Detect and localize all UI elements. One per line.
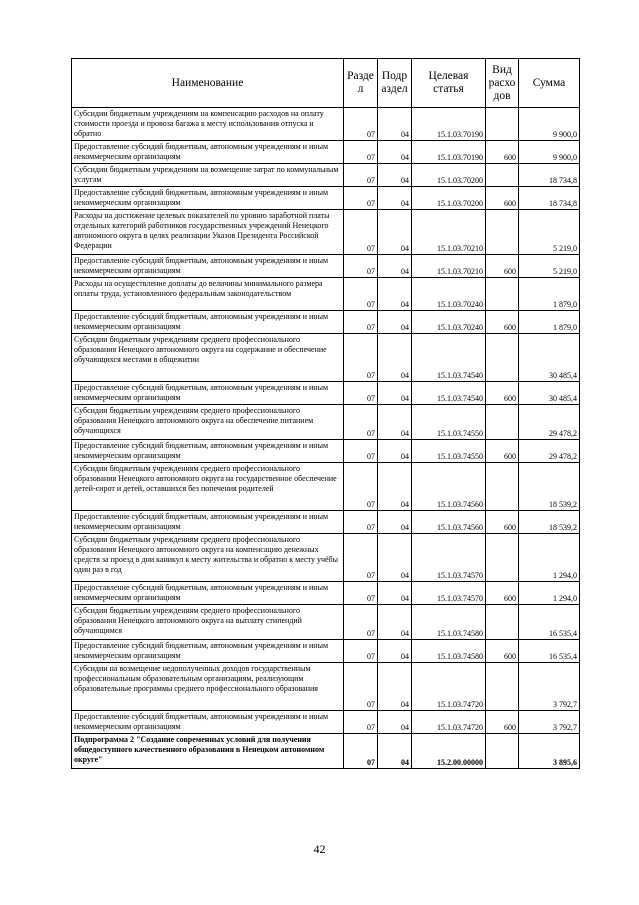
cell-subsection: 04 bbox=[378, 334, 412, 382]
table-row bbox=[72, 663, 580, 711]
table-body bbox=[72, 108, 580, 769]
cell-name: Предоставление субсидий бюджетным, автономным учреждениям и иным некоммерческим организациям bbox=[72, 382, 344, 405]
budget-table bbox=[71, 58, 580, 769]
cell-name: Расходы на осуществление доплаты до величины минимального размера оплаты труда, установленного федеральным законодательством bbox=[72, 278, 344, 311]
cell-type: 600 bbox=[486, 711, 519, 734]
cell-type bbox=[486, 164, 519, 187]
cell-section: 07 bbox=[344, 187, 378, 210]
cell-sum: 16 535,4 bbox=[519, 605, 580, 640]
cell-subsection: 04 bbox=[378, 405, 412, 440]
table-row bbox=[72, 255, 580, 278]
cell-sum: 18 539,2 bbox=[519, 511, 580, 534]
cell-section: 07 bbox=[344, 440, 378, 463]
table-row bbox=[72, 734, 580, 769]
cell-section: 07 bbox=[344, 141, 378, 164]
table-row bbox=[72, 405, 580, 440]
table-row bbox=[72, 382, 580, 405]
cell-name: Предоставление субсидий бюджетным, автономным учреждениям и иным некоммерческим организациям bbox=[72, 511, 344, 534]
cell-target: 15.2.00.00000 bbox=[412, 734, 486, 769]
cell-section: 07 bbox=[344, 210, 378, 255]
cell-sum: 3 792,7 bbox=[519, 711, 580, 734]
cell-section: 07 bbox=[344, 582, 378, 605]
cell-subsection: 04 bbox=[378, 108, 412, 141]
cell-name: Субсидии на возмещение недополученных доходов государственным профессиональным образовательным организациям, реализующим образовательные программы среднего профессионального образования bbox=[72, 663, 344, 711]
cell-sum: 5 219,0 bbox=[519, 255, 580, 278]
cell-type bbox=[486, 210, 519, 255]
cell-name: Субсидии бюджетным учреждениям среднего профессионального образования Ненецкого автономного округа на государственное обеспечение детей-сирот и детей, оставшихся без попечения родителей bbox=[72, 463, 344, 511]
cell-subsection: 04 bbox=[378, 187, 412, 210]
cell-subsection: 04 bbox=[378, 278, 412, 311]
cell-sum: 1 879,0 bbox=[519, 311, 580, 334]
cell-target: 15.1.03.70240 bbox=[412, 311, 486, 334]
cell-target: 15.1.03.74570 bbox=[412, 534, 486, 582]
cell-subsection: 04 bbox=[378, 440, 412, 463]
table-header-row bbox=[72, 59, 580, 108]
cell-section: 07 bbox=[344, 511, 378, 534]
cell-sum: 1 294,0 bbox=[519, 582, 580, 605]
table-row bbox=[72, 711, 580, 734]
column-header-section: Разде л bbox=[344, 59, 378, 108]
cell-subsection: 04 bbox=[378, 164, 412, 187]
cell-target: 15.1.03.70200 bbox=[412, 187, 486, 210]
cell-section: 07 bbox=[344, 534, 378, 582]
cell-sum: 30 485,4 bbox=[519, 334, 580, 382]
cell-sum: 9 900,0 bbox=[519, 108, 580, 141]
cell-name: Предоставление субсидий бюджетным, автономным учреждениям и иным некоммерческим организациям bbox=[72, 255, 344, 278]
cell-target: 15.1.03.74580 bbox=[412, 640, 486, 663]
column-header-target: Целевая статья bbox=[412, 59, 486, 108]
cell-subsection: 04 bbox=[378, 463, 412, 511]
cell-type bbox=[486, 108, 519, 141]
cell-section: 07 bbox=[344, 108, 378, 141]
cell-section: 07 bbox=[344, 311, 378, 334]
cell-sum: 18 539,2 bbox=[519, 463, 580, 511]
cell-name: Предоставление субсидий бюджетным, автономным учреждениям и иным некоммерческим организациям bbox=[72, 141, 344, 164]
cell-subsection: 04 bbox=[378, 141, 412, 164]
cell-type: 600 bbox=[486, 187, 519, 210]
cell-subsection: 04 bbox=[378, 640, 412, 663]
table-row bbox=[72, 511, 580, 534]
cell-type: 600 bbox=[486, 255, 519, 278]
cell-section: 07 bbox=[344, 605, 378, 640]
cell-section: 07 bbox=[344, 405, 378, 440]
cell-subsection: 04 bbox=[378, 605, 412, 640]
cell-name: Предоставление субсидий бюджетным, автономным учреждениям и иным некоммерческим организациям bbox=[72, 311, 344, 334]
cell-sum: 29 478,2 bbox=[519, 440, 580, 463]
table-row bbox=[72, 605, 580, 640]
cell-sum: 3 895,6 bbox=[519, 734, 580, 769]
cell-target: 15.1.03.74570 bbox=[412, 582, 486, 605]
cell-type bbox=[486, 334, 519, 382]
cell-target: 15.1.03.74550 bbox=[412, 405, 486, 440]
cell-target: 15.1.03.74580 bbox=[412, 605, 486, 640]
cell-target: 15.1.03.74550 bbox=[412, 440, 486, 463]
cell-subsection: 04 bbox=[378, 663, 412, 711]
cell-type: 600 bbox=[486, 311, 519, 334]
table-row bbox=[72, 164, 580, 187]
cell-type: 600 bbox=[486, 440, 519, 463]
cell-name: Субсидии бюджетным учреждениям на компенсацию расходов на оплату стоимости проезда и провоза багажа к месту использования отпуска и обратно bbox=[72, 108, 344, 141]
cell-type bbox=[486, 734, 519, 769]
cell-name: Предоставление субсидий бюджетным, автономным учреждениям и иным некоммерческим организациям bbox=[72, 582, 344, 605]
cell-target: 15.1.03.70190 bbox=[412, 108, 486, 141]
cell-type: 600 bbox=[486, 582, 519, 605]
cell-subsection: 04 bbox=[378, 534, 412, 582]
cell-target: 15.1.03.70210 bbox=[412, 255, 486, 278]
cell-sum: 1 294,0 bbox=[519, 534, 580, 582]
table-row bbox=[72, 311, 580, 334]
cell-sum: 18 734,8 bbox=[519, 164, 580, 187]
cell-sum: 16 535,4 bbox=[519, 640, 580, 663]
cell-sum: 30 485,4 bbox=[519, 382, 580, 405]
cell-sum: 1 879,0 bbox=[519, 278, 580, 311]
cell-name: Предоставление субсидий бюджетным, автономным учреждениям и иным некоммерческим организациям bbox=[72, 640, 344, 663]
cell-name: Субсидии бюджетным учреждениям среднего профессионального образования Ненецкого автономного округа на компенсацию денежных средств за проезд в дни каникул к месту жительства и обратно к месту учёбы один раз в год bbox=[72, 534, 344, 582]
column-header-name: Наименование bbox=[72, 59, 344, 108]
cell-subsection: 04 bbox=[378, 582, 412, 605]
column-header-type: Вид расхо дов bbox=[486, 59, 519, 108]
cell-type bbox=[486, 663, 519, 711]
cell-type bbox=[486, 278, 519, 311]
cell-name: Субсидии бюджетным учреждениям среднего профессионального образования Ненецкого автономного округа на выплату стипендий обучающимся bbox=[72, 605, 344, 640]
cell-name: Расходы на достижение целевых показателей по уровню заработной платы отдельных категорий работников государственных учреждений Ненецкого автономного округа в целях реализации Указов Президента Российской Федерации bbox=[72, 210, 344, 255]
cell-target: 15.1.03.74540 bbox=[412, 382, 486, 405]
cell-subsection: 04 bbox=[378, 511, 412, 534]
cell-name: Предоставление субсидий бюджетным, автономным учреждениям и иным некоммерческим организациям bbox=[72, 187, 344, 210]
cell-section: 07 bbox=[344, 640, 378, 663]
cell-target: 15.1.03.70200 bbox=[412, 164, 486, 187]
table-row bbox=[72, 187, 580, 210]
cell-target: 15.1.03.74540 bbox=[412, 334, 486, 382]
cell-subsection: 04 bbox=[378, 311, 412, 334]
cell-type bbox=[486, 534, 519, 582]
table-row bbox=[72, 582, 580, 605]
cell-type: 600 bbox=[486, 141, 519, 164]
cell-type bbox=[486, 605, 519, 640]
cell-section: 07 bbox=[344, 463, 378, 511]
column-header-sum: Сумма bbox=[519, 59, 580, 108]
cell-section: 07 bbox=[344, 334, 378, 382]
cell-sum: 3 792,7 bbox=[519, 663, 580, 711]
cell-type bbox=[486, 463, 519, 511]
table-row bbox=[72, 440, 580, 463]
cell-name: Субсидии бюджетным учреждениям среднего профессионального образования Ненецкого автономного округа на обеспечение питанием обучающихся bbox=[72, 405, 344, 440]
cell-type bbox=[486, 405, 519, 440]
cell-subsection: 04 bbox=[378, 382, 412, 405]
cell-sum: 5 219,0 bbox=[519, 210, 580, 255]
page-number: 42 bbox=[313, 842, 326, 856]
table-row bbox=[72, 141, 580, 164]
cell-target: 15.1.03.74720 bbox=[412, 711, 486, 734]
cell-section: 07 bbox=[344, 382, 378, 405]
cell-target: 15.1.03.70190 bbox=[412, 141, 486, 164]
cell-section: 07 bbox=[344, 164, 378, 187]
table-row bbox=[72, 463, 580, 511]
cell-section: 07 bbox=[344, 663, 378, 711]
table-row bbox=[72, 334, 580, 382]
cell-subsection: 04 bbox=[378, 255, 412, 278]
cell-name: Предоставление субсидий бюджетным, автономным учреждениям и иным некоммерческим организациям bbox=[72, 711, 344, 734]
table-row bbox=[72, 640, 580, 663]
column-header-subsection: Подр аздел bbox=[378, 59, 412, 108]
cell-subsection: 04 bbox=[378, 711, 412, 734]
cell-name: Субсидии бюджетным учреждениям среднего профессионального образования Ненецкого автономного округа на содержание и обеспечение обучающихся местами в общежитии bbox=[72, 334, 344, 382]
cell-type: 600 bbox=[486, 382, 519, 405]
cell-type: 600 bbox=[486, 511, 519, 534]
cell-target: 15.1.03.70240 bbox=[412, 278, 486, 311]
cell-sum: 29 478,2 bbox=[519, 405, 580, 440]
cell-type: 600 bbox=[486, 640, 519, 663]
cell-target: 15.1.03.74560 bbox=[412, 463, 486, 511]
cell-section: 07 bbox=[344, 255, 378, 278]
cell-sum: 18 734,8 bbox=[519, 187, 580, 210]
cell-name: Подпрограмма 2 "Создание современных условий для получения общедоступного качественного образования в Ненецком автономном округе" bbox=[72, 734, 344, 769]
cell-target: 15.1.03.70210 bbox=[412, 210, 486, 255]
table-row bbox=[72, 210, 580, 255]
cell-subsection: 04 bbox=[378, 734, 412, 769]
cell-section: 07 bbox=[344, 278, 378, 311]
cell-target: 15.1.03.74720 bbox=[412, 663, 486, 711]
cell-section: 07 bbox=[344, 734, 378, 769]
cell-subsection: 04 bbox=[378, 210, 412, 255]
table-row bbox=[72, 278, 580, 311]
cell-section: 07 bbox=[344, 711, 378, 734]
table-row bbox=[72, 534, 580, 582]
cell-name: Предоставление субсидий бюджетным, автономным учреждениям и иным некоммерческим организациям bbox=[72, 440, 344, 463]
table-row bbox=[72, 108, 580, 141]
budget-table-sheet bbox=[71, 58, 579, 769]
cell-target: 15.1.03.74560 bbox=[412, 511, 486, 534]
cell-sum: 9 900,0 bbox=[519, 141, 580, 164]
cell-name: Субсидии бюджетным учреждениям на возмещение затрат по коммунальным услугам bbox=[72, 164, 344, 187]
